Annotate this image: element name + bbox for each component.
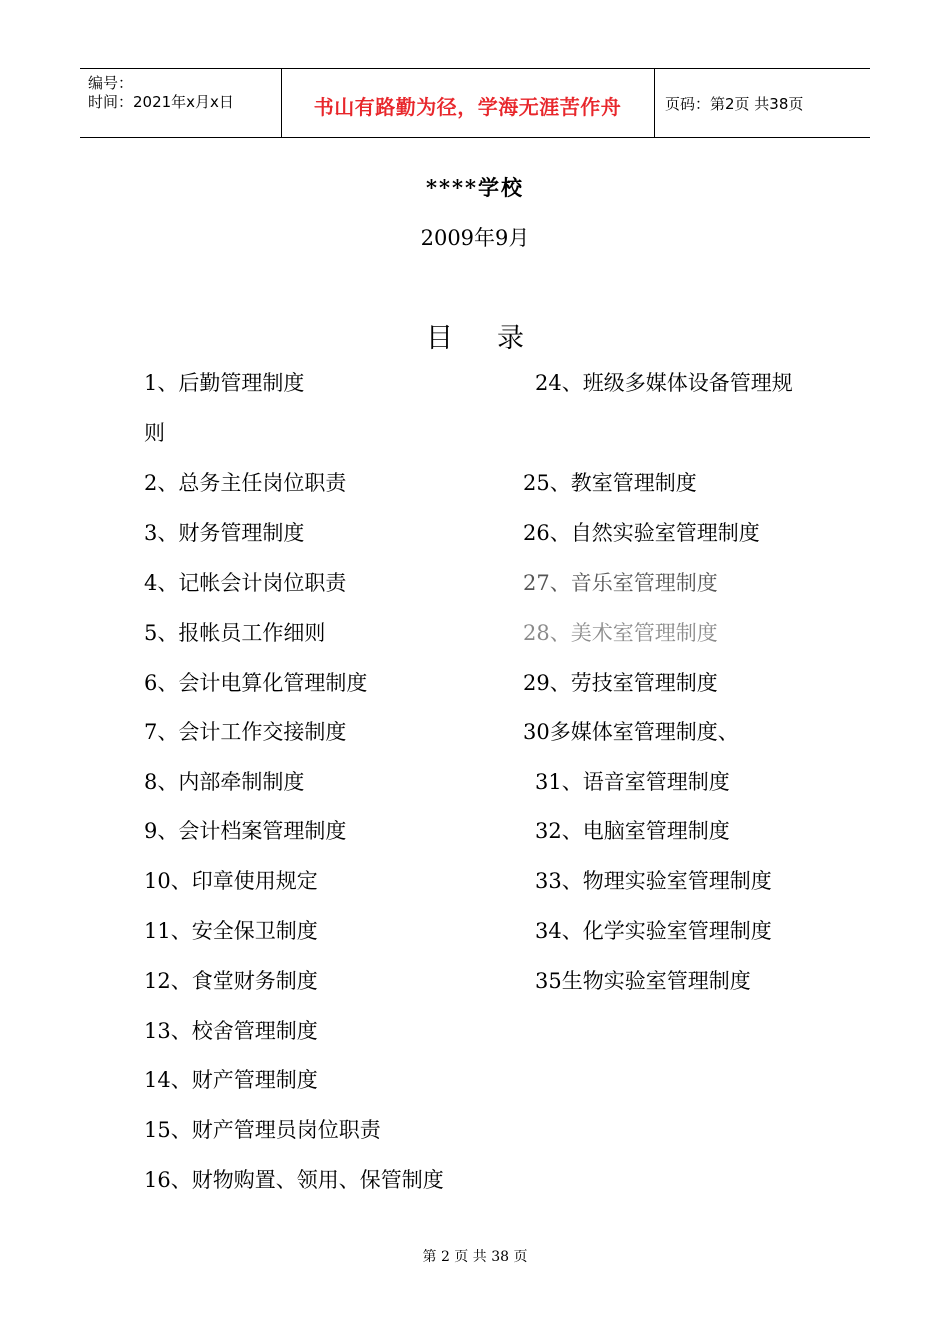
document-date: 2009年9月 <box>420 226 530 250</box>
toc-item: 12、食堂财务制度 <box>144 969 318 993</box>
toc-item: 30多媒体室管理制度、 <box>523 720 739 744</box>
school-name: ****学校 <box>426 175 524 200</box>
toc-item: 27、音乐室管理制度 <box>523 571 718 595</box>
toc-item: 15、财产管理员岗位职责 <box>144 1118 381 1142</box>
toc-item: 11、安全保卫制度 <box>144 919 318 943</box>
toc-item-continuation: 则 <box>144 421 165 445</box>
toc-item: 1、后勤管理制度 <box>144 371 305 395</box>
toc-item: 34、化学实验室管理制度 <box>535 919 772 943</box>
toc-item: 13、校舍管理制度 <box>144 1019 318 1043</box>
toc-item: 5、报帐员工作细则 <box>144 621 326 645</box>
toc-item: 32、电脑室管理制度 <box>535 819 730 843</box>
page-footer: 第 2 页 共 38 页 <box>422 1249 528 1265</box>
motto: 书山有路勤为径，学海无涯苦作舟 <box>313 95 622 119</box>
toc-item: 33、物理实验室管理制度 <box>535 869 772 893</box>
toc-item: 6、会计电算化管理制度 <box>144 671 368 695</box>
toc-item: 28、美术室管理制度 <box>523 621 718 645</box>
toc-item: 4、记帐会计岗位职责 <box>144 571 347 595</box>
toc-item: 8、内部牵制制度 <box>144 770 305 794</box>
time-label: 时间：2021年x月x日 <box>88 93 234 111</box>
toc-item: 29、劳技室管理制度 <box>523 671 718 695</box>
toc-item: 26、自然实验室管理制度 <box>523 521 760 545</box>
toc-item: 10、印章使用规定 <box>144 869 318 893</box>
toc-item: 3、财务管理制度 <box>144 521 305 545</box>
toc-item: 7、会计工作交接制度 <box>144 720 347 744</box>
toc-item: 14、财产管理制度 <box>144 1068 318 1092</box>
toc-title: 目录 <box>426 323 568 354</box>
toc-item: 35生物实验室管理制度 <box>535 969 751 993</box>
toc-item: 25、教室管理制度 <box>523 471 697 495</box>
toc-item: 16、财物购置、领用、保管制度 <box>144 1168 444 1192</box>
toc-item: 31、语音室管理制度 <box>535 770 730 794</box>
toc-item: 24、班级多媒体设备管理规 <box>535 371 793 395</box>
toc-item: 2、总务主任岗位职责 <box>144 471 347 495</box>
number-label: 编号： <box>88 74 134 92</box>
toc-item: 9、会计档案管理制度 <box>144 819 347 843</box>
page-info: 页码：第2页 共38页 <box>665 95 804 113</box>
